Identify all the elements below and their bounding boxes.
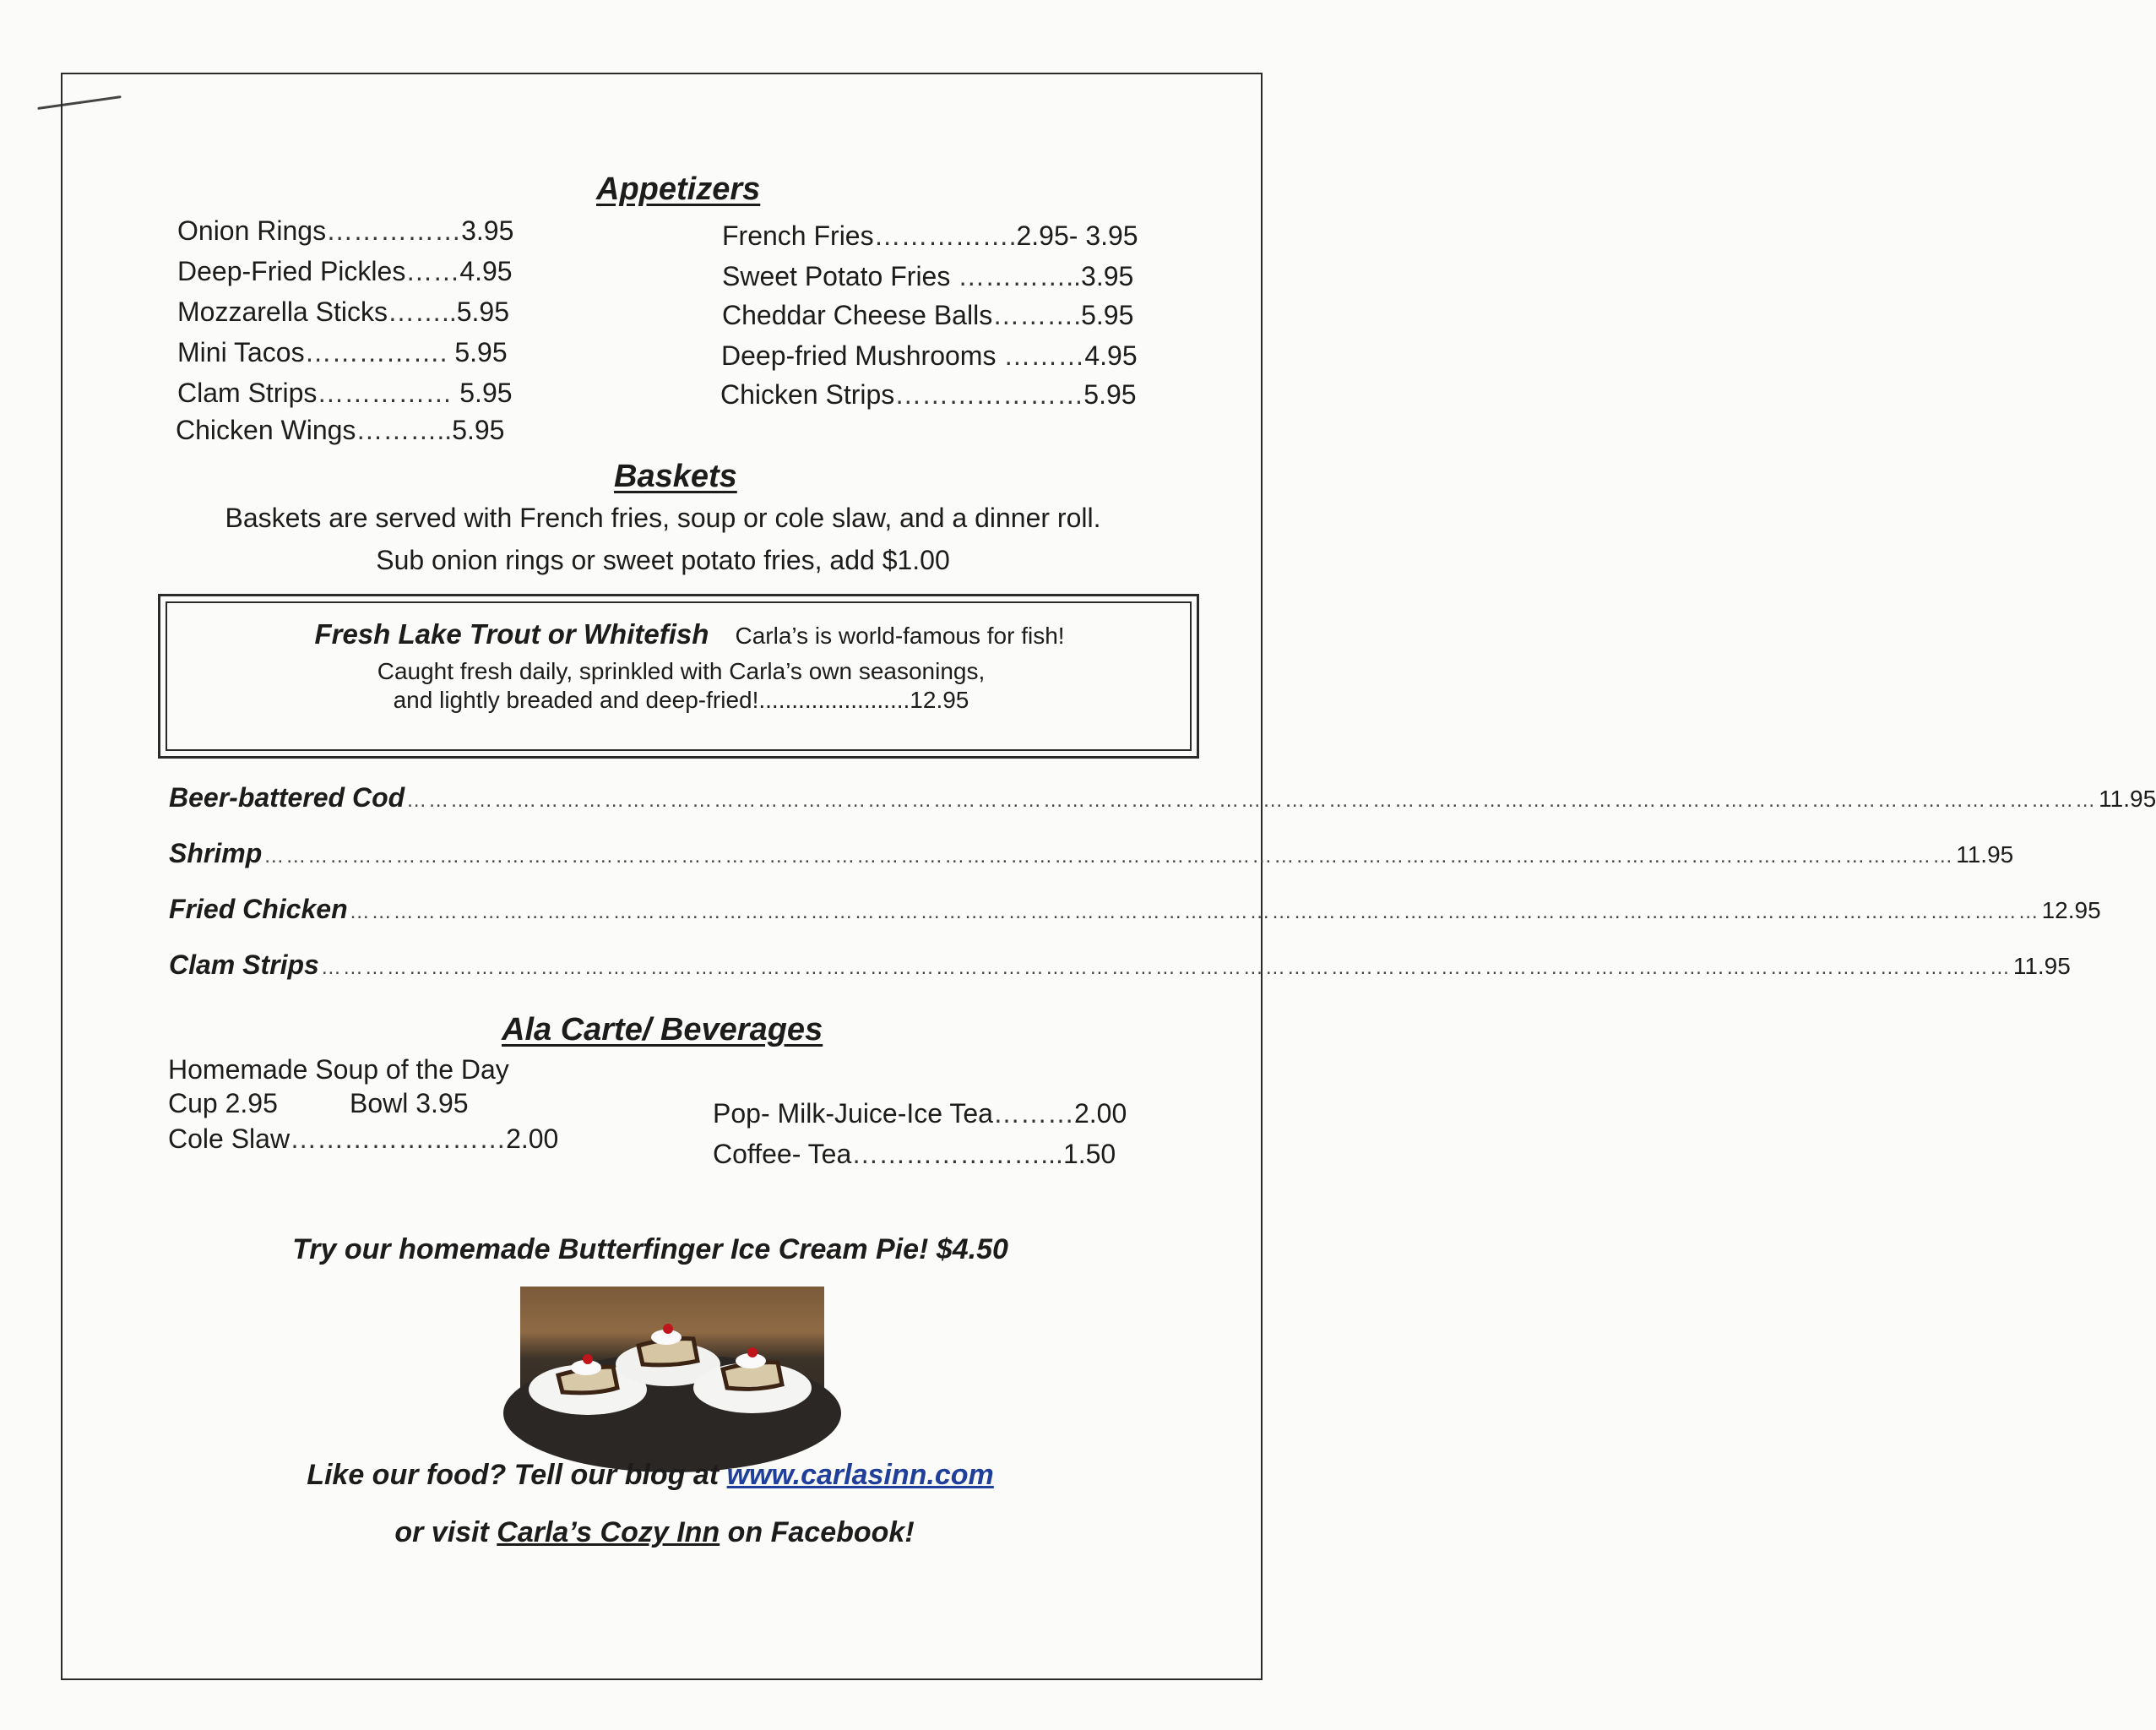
appetizer-item <box>177 298 509 325</box>
blog-link[interactable]: www.carlasinn.com <box>726 1459 994 1491</box>
soup-cup-price: Cup 2.95 <box>168 1088 278 1118</box>
item-price: 11.95 <box>2012 953 2071 979</box>
item-price: 4.95 <box>1084 340 1138 371</box>
item-name: Chicken Wings <box>176 415 356 445</box>
baskets-title: Baskets <box>614 459 737 494</box>
appetizers-title: Appetizers <box>596 171 761 207</box>
item-price: 5.95 <box>456 296 510 327</box>
item-price: 3.95 <box>1081 261 1134 291</box>
featured-fish-box <box>158 594 1199 759</box>
item-name: Mini Tacos <box>177 337 305 367</box>
item-price: 5.95 <box>452 415 505 445</box>
dot-leader: …… <box>405 256 460 286</box>
facebook-page-name: Carla’s Cozy Inn <box>497 1516 720 1548</box>
featured-fish-desc-1: Caught fresh daily, sprinkled with Carla’s own seasonings, <box>377 658 986 684</box>
dot-leader: ………………… <box>894 379 1084 410</box>
item-price: 11.95 <box>2099 786 2156 812</box>
item-name: Deep-fried Mushrooms <box>721 340 997 371</box>
item-name: Beer-battered Cod <box>169 782 405 813</box>
facebook-text-suffix: on Facebook! <box>720 1516 915 1548</box>
appetizer-item <box>722 302 1133 329</box>
basket-item <box>169 894 2101 925</box>
appetizer-item <box>721 342 1138 369</box>
basket-item <box>169 782 2156 813</box>
item-price: 12.95 <box>2041 897 2101 923</box>
dot-leader: ………….. <box>950 261 1082 291</box>
item-name: Clam Strips <box>169 949 319 980</box>
pie-photo <box>520 1287 824 1437</box>
soup-of-day: Homemade Soup of the Day <box>168 1054 509 1085</box>
appetizer-item <box>722 222 1138 249</box>
alacarte-title: Ala Carte/ Beverages <box>502 1012 823 1047</box>
featured-fish-price: 12.95 <box>910 687 969 713</box>
appetizer-item <box>176 416 504 443</box>
dot-leader: …………………………………………………………………………………………………………………………………………………………………………………………………………… <box>406 789 2098 812</box>
item-name: Fried Chicken <box>169 894 348 924</box>
appetizer-item <box>177 379 513 406</box>
dot-leader: ……… <box>992 1098 1074 1129</box>
soup-bowl-price: Bowl 3.95 <box>350 1088 469 1118</box>
dot-leader: …….. <box>387 296 457 327</box>
dot-leader: …………… <box>317 378 460 408</box>
featured-fish-name: Fresh Lake Trout or Whitefish <box>314 618 709 650</box>
item-price: 4.95 <box>459 256 513 286</box>
featured-fish-header <box>169 618 1210 650</box>
dot-leader: …………………… <box>290 1123 507 1154</box>
dot-leader: …………… <box>326 215 462 246</box>
appetizer-item <box>722 263 1133 290</box>
dot-leader: …………………………………………………………………………………………………………………………………………………………………………………………………………… <box>320 956 2012 979</box>
item-price: 2.00 <box>506 1123 559 1154</box>
item-name: Cheddar Cheese Balls <box>722 300 993 330</box>
baskets-sub-note: Sub onion rings or sweet potato fries, add $1.00 <box>376 545 950 575</box>
item-name: Pop- Milk-Juice-Ice Tea <box>713 1098 993 1129</box>
item-price: 1.50 <box>1062 1139 1116 1169</box>
dot-leader: ……… <box>996 340 1085 371</box>
item-name: Cole Slaw <box>168 1123 291 1154</box>
item-name: Chicken Strips <box>720 379 895 410</box>
item-name: Clam Strips <box>177 378 318 408</box>
appetizer-item <box>177 217 513 244</box>
blog-promo <box>0 1459 1313 1492</box>
item-name: Shrimp <box>169 838 263 868</box>
featured-fish-desc-2 <box>160 687 1202 714</box>
baskets-note: Baskets are served with French fries, soup or cole slaw, and a dinner roll. <box>225 503 1101 533</box>
facebook-text: or visit <box>394 1516 497 1548</box>
item-price: 5.95 <box>1083 379 1137 410</box>
item-name: Onion Rings <box>177 215 327 246</box>
item-price: 2.95- 3.95 <box>1016 220 1138 251</box>
item-name: French Fries <box>722 220 874 251</box>
blog-text: Like our food? Tell our blog at <box>307 1459 727 1491</box>
appetizer-item <box>177 339 508 366</box>
item-price: 2.00 <box>1073 1098 1127 1129</box>
dot-leader: …………………………………………………………………………………………………………………………………………………………………………………………………………… <box>349 900 2040 923</box>
facebook-promo <box>0 1516 1317 1549</box>
beverage-item <box>713 1100 1127 1127</box>
item-price: 11.95 <box>1956 841 2014 868</box>
item-price: 3.95 <box>461 215 514 246</box>
item-name: Deep-Fried Pickles <box>177 256 406 286</box>
item-name: Sweet Potato Fries <box>722 261 951 291</box>
featured-fish-desc-text: and lightly breaded and deep-fried!....................... <box>393 687 910 713</box>
basket-item <box>169 949 2071 981</box>
cole-slaw-item <box>168 1125 558 1152</box>
item-price: 5.95 <box>454 337 508 367</box>
pie-illustration <box>520 1287 824 1437</box>
appetizer-item <box>720 381 1137 408</box>
pie-promo: Try our homemade Butterfinger Ice Cream Pie! $4.50 <box>292 1233 1008 1265</box>
appetizer-item <box>177 258 513 285</box>
dot-leader: ……………. <box>304 337 455 367</box>
item-name: Coffee- Tea <box>713 1139 852 1169</box>
dot-leader: ……………. <box>873 220 1017 251</box>
dot-leader: …………………... <box>851 1139 1063 1169</box>
dot-leader: ………. <box>992 300 1082 330</box>
featured-fish-tagline: Carla’s is world-famous for fish! <box>735 623 1065 649</box>
item-name: Mozzarella Sticks <box>177 296 388 327</box>
beverage-item <box>713 1140 1116 1167</box>
basket-item <box>169 838 2014 869</box>
item-price: 5.95 <box>1081 300 1134 330</box>
dot-leader: ……….. <box>356 415 453 445</box>
item-price: 5.95 <box>459 378 513 408</box>
dot-leader: …………………………………………………………………………………………………………………………………………………………………………………………………………… <box>263 845 1955 868</box>
